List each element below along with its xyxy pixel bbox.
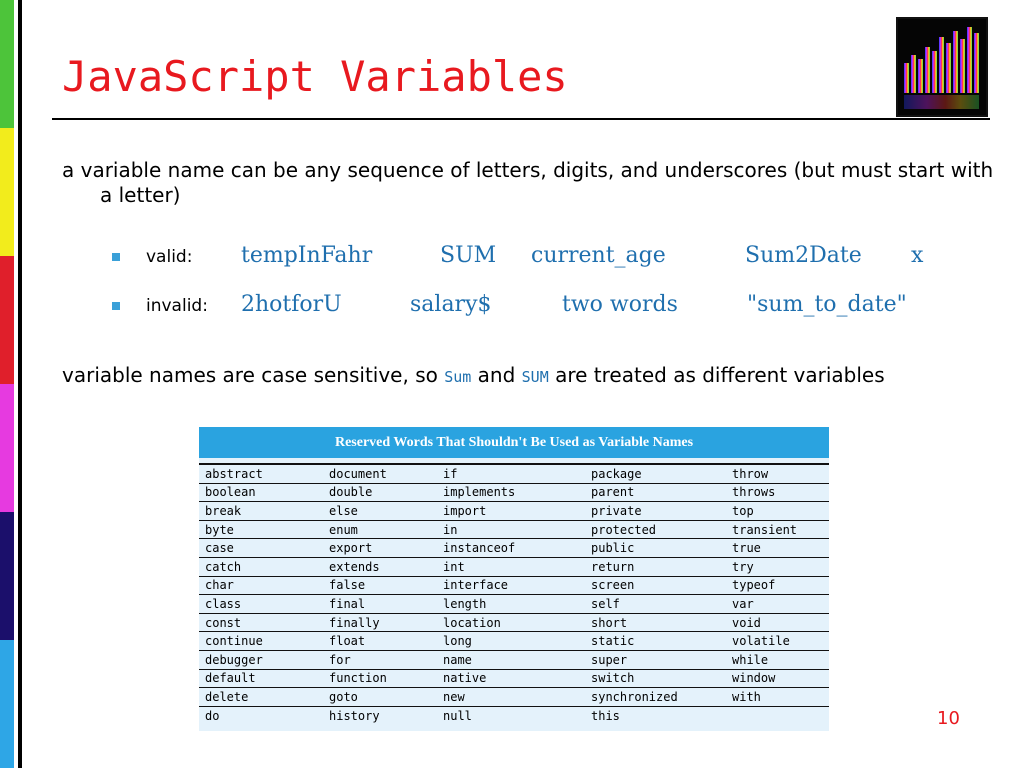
- page-number: 10: [937, 708, 960, 729]
- slide-title: JavaScript Variables: [62, 52, 568, 101]
- stripe-yellow: [0, 128, 14, 256]
- table-cell: volatile: [726, 632, 829, 651]
- table-cell: do: [199, 706, 323, 724]
- table-row: [199, 706, 829, 724]
- table-cell: long: [437, 632, 585, 651]
- table-cell: self: [585, 595, 726, 614]
- table-cell: char: [199, 576, 323, 595]
- table-cell: true: [726, 539, 829, 558]
- table-cell: continue: [199, 632, 323, 651]
- example-valid: current_age: [531, 243, 666, 268]
- table-cell: document: [323, 464, 437, 483]
- table-row: [199, 502, 829, 521]
- title-underline: [52, 118, 990, 120]
- table-cell: this: [585, 706, 726, 724]
- table-row: [199, 557, 829, 576]
- table-cell: protected: [585, 520, 726, 539]
- case-text-pre: variable names are case sensitive, so: [62, 363, 445, 387]
- table-cell: void: [726, 613, 829, 632]
- table-row: [199, 650, 829, 669]
- table-cell: typeof: [726, 576, 829, 595]
- table-cell: location: [437, 613, 585, 632]
- table-cell: try: [726, 557, 829, 576]
- table-cell: transient: [726, 520, 829, 539]
- table-cell: break: [199, 502, 323, 521]
- table-row: [199, 613, 829, 632]
- table-cell: switch: [585, 669, 726, 688]
- example-valid: SUM: [440, 243, 497, 268]
- table-cell: if: [437, 464, 585, 483]
- table-cell: for: [323, 650, 437, 669]
- table-cell: name: [437, 650, 585, 669]
- reserved-words-grid: [199, 463, 829, 724]
- table-cell: final: [323, 595, 437, 614]
- table-row: [199, 595, 829, 614]
- table-cell: else: [323, 502, 437, 521]
- case-text-post: are treated as different variables: [548, 363, 885, 387]
- table-cell: function: [323, 669, 437, 688]
- table-cell: var: [726, 595, 829, 614]
- reserved-words-table: [199, 427, 829, 731]
- table-cell: synchronized: [585, 688, 726, 707]
- case-text-mid: and: [471, 363, 522, 387]
- table-row: [199, 520, 829, 539]
- equalizer-image-icon: [896, 17, 988, 117]
- table-cell: instanceof: [437, 539, 585, 558]
- table-row: [199, 576, 829, 595]
- example-invalid: two words: [562, 292, 678, 317]
- table-cell: static: [585, 632, 726, 651]
- table-row: [199, 464, 829, 483]
- code-SUM: SUM: [521, 368, 549, 386]
- table-cell: screen: [585, 576, 726, 595]
- table-cell: const: [199, 613, 323, 632]
- side-color-stripe: [0, 0, 14, 768]
- table-row: [199, 669, 829, 688]
- table-cell: null: [437, 706, 585, 724]
- table-cell: short: [585, 613, 726, 632]
- example-invalid: salary$: [410, 292, 492, 317]
- table-cell: finally: [323, 613, 437, 632]
- table-cell: class: [199, 595, 323, 614]
- table-cell: top: [726, 502, 829, 521]
- stripe-green: [0, 0, 14, 128]
- table-cell: private: [585, 502, 726, 521]
- side-divider-line: [18, 0, 22, 768]
- table-row: [199, 632, 829, 651]
- table-cell: enum: [323, 520, 437, 539]
- stripe-red: [0, 256, 14, 384]
- table-cell: int: [437, 557, 585, 576]
- table-cell: new: [437, 688, 585, 707]
- table-cell: boolean: [199, 483, 323, 502]
- table-cell: package: [585, 464, 726, 483]
- code-sum: Sum: [444, 368, 472, 386]
- table-cell: public: [585, 539, 726, 558]
- table-row: [199, 539, 829, 558]
- table-cell: abstract: [199, 464, 323, 483]
- table-cell: length: [437, 595, 585, 614]
- table-cell: with: [726, 688, 829, 707]
- table-cell: case: [199, 539, 323, 558]
- table-cell: return: [585, 557, 726, 576]
- table-cell: [726, 706, 829, 724]
- table-cell: byte: [199, 520, 323, 539]
- bullet-label-invalid: invalid:: [146, 296, 208, 316]
- paragraph-case-sensitivity: [62, 363, 1000, 390]
- example-invalid: 2hotforU: [241, 292, 342, 317]
- table-cell: native: [437, 669, 585, 688]
- stripe-blue: [0, 640, 14, 768]
- invalid-examples: [0, 292, 1024, 320]
- table-row: [199, 483, 829, 502]
- table-cell: implements: [437, 483, 585, 502]
- table-cell: double: [323, 483, 437, 502]
- table-cell: import: [437, 502, 585, 521]
- table-cell: float: [323, 632, 437, 651]
- equalizer-graphic: [898, 19, 986, 115]
- stripe-navy: [0, 512, 14, 640]
- table-cell: goto: [323, 688, 437, 707]
- example-valid: x: [911, 243, 924, 268]
- reserved-words-title: Reserved Words That Shouldn't Be Used as Variable Names: [199, 427, 829, 458]
- bullet-label-valid: valid:: [146, 247, 193, 267]
- table-cell: extends: [323, 557, 437, 576]
- table-cell: history: [323, 706, 437, 724]
- table-cell: false: [323, 576, 437, 595]
- table-cell: default: [199, 669, 323, 688]
- table-cell: catch: [199, 557, 323, 576]
- table-cell: parent: [585, 483, 726, 502]
- table-row: [199, 688, 829, 707]
- table-cell: window: [726, 669, 829, 688]
- paragraph-variable-name-rule: a variable name can be any sequence of letters, digits, and underscores (but must start with a letter): [62, 158, 994, 207]
- table-cell: interface: [437, 576, 585, 595]
- example-invalid: "sum_to_date": [747, 292, 907, 317]
- table-cell: while: [726, 650, 829, 669]
- table-cell: export: [323, 539, 437, 558]
- stripe-magenta: [0, 384, 14, 512]
- example-valid: Sum2Date: [745, 243, 862, 268]
- table-cell: throw: [726, 464, 829, 483]
- table-cell: debugger: [199, 650, 323, 669]
- valid-examples: [0, 243, 1024, 271]
- table-cell: super: [585, 650, 726, 669]
- example-valid: tempInFahr: [241, 243, 373, 268]
- table-cell: in: [437, 520, 585, 539]
- table-cell: throws: [726, 483, 829, 502]
- table-cell: delete: [199, 688, 323, 707]
